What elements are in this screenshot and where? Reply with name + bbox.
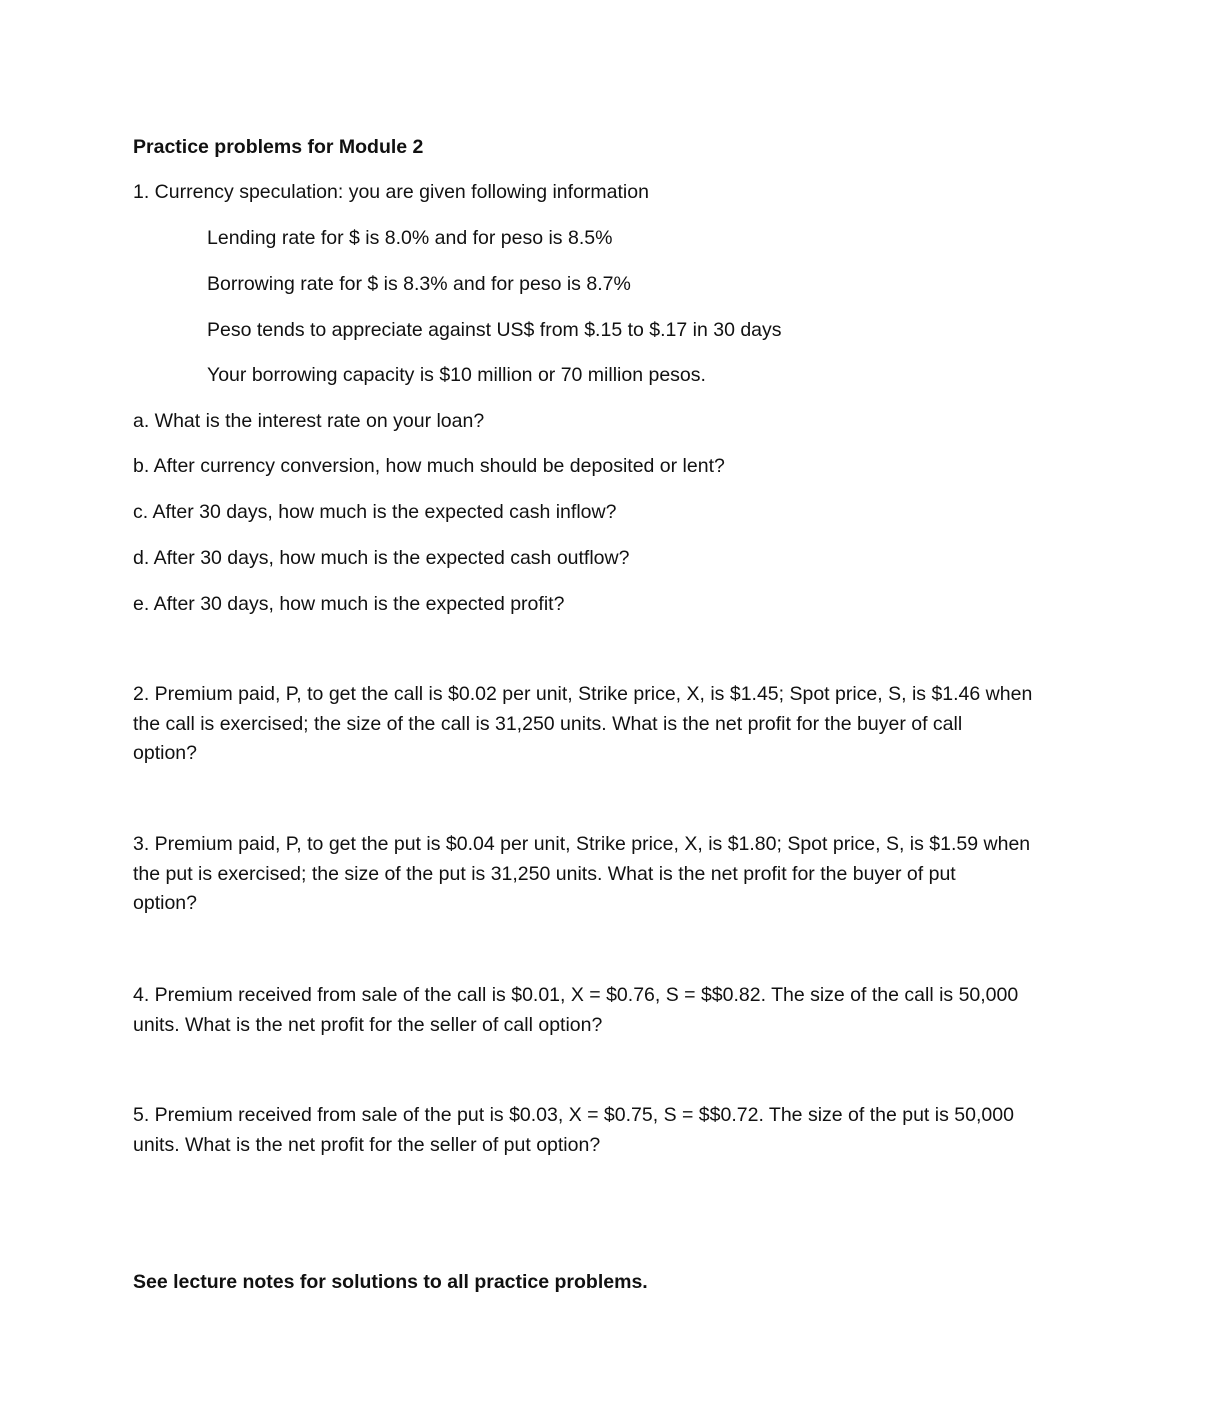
problem-3-line: the put is exercised; the size of the put is 31,250 units. What is the net profit for the buyer of put bbox=[133, 862, 956, 885]
problem-5-line: 5. Premium received from sale of the put is $0.03, X = $0.75, S = $$0.72. The size of the put is 50,000 bbox=[133, 1104, 1014, 1126]
problem-3-line: 3. Premium paid, P, to get the put is $0.04 per unit, Strike price, X, is $1.80; Spot price, S, is $1.59 when bbox=[133, 833, 1031, 855]
problem-1-question-e: e. After 30 days, how much is the expected profit? bbox=[133, 593, 565, 615]
problem-1-info-borrowing-rate: Borrowing rate for $ is 8.3% and for peso is 8.7% bbox=[207, 273, 631, 295]
problem-1-question-c: c. After 30 days, how much is the expected cash inflow? bbox=[133, 501, 617, 523]
problem-1-heading: 1. Currency speculation: you are given following information bbox=[133, 181, 649, 203]
problem-1-info-appreciation: Peso tends to appreciate against US$ from $.15 to $.17 in 30 days bbox=[207, 319, 782, 341]
problem-1-question-d: d. After 30 days, how much is the expected cash outflow? bbox=[133, 547, 630, 569]
footer-note: See lecture notes for solutions to all practice problems. bbox=[133, 1271, 648, 1293]
problem-4-line: units. What is the net profit for the seller of call option? bbox=[133, 1013, 603, 1036]
problem-5 bbox=[133, 1101, 1073, 1160]
problem-5-line: units. What is the net profit for the seller of put option? bbox=[133, 1133, 601, 1156]
problem-3-line: option? bbox=[133, 892, 197, 914]
problem-2-line: option? bbox=[133, 742, 197, 764]
problem-1-info-lending-rate: Lending rate for $ is 8.0% and for peso is 8.5% bbox=[207, 227, 613, 249]
problem-1-info-capacity: Your borrowing capacity is $10 million or 70 million pesos. bbox=[207, 364, 706, 386]
problem-2 bbox=[133, 680, 1073, 769]
problem-1-question-b: b. After currency conversion, how much should be deposited or lent? bbox=[133, 455, 725, 477]
page-title: Practice problems for Module 2 bbox=[133, 136, 424, 158]
problem-2-line: 2. Premium paid, P, to get the call is $0.02 per unit, Strike price, X, is $1.45; Spot price, S, is $1.46 when bbox=[133, 683, 1033, 705]
problem-2-line: the call is exercised; the size of the call is 31,250 units. What is the net profit for the buyer of call bbox=[133, 712, 963, 735]
problem-3 bbox=[133, 830, 1073, 919]
problem-1-question-a: a. What is the interest rate on your loan? bbox=[133, 410, 485, 432]
problem-4-line: 4. Premium received from sale of the call is $0.01, X = $0.76, S = $$0.82. The size of the call is 50,000 bbox=[133, 984, 1019, 1006]
problem-4 bbox=[133, 981, 1073, 1040]
